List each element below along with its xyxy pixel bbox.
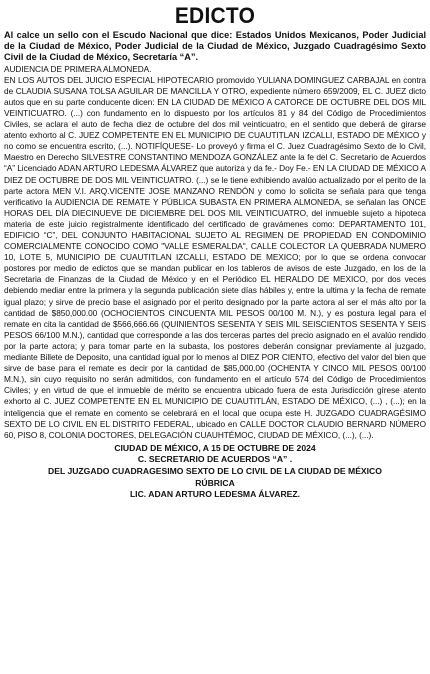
page-title: EDICTO [174, 3, 256, 28]
signature-rubric: RÚBRICA [195, 477, 235, 488]
signature-date: CIUDAD DE MÉXICO, A 15 DE OCTUBRE DE 2024 [114, 442, 316, 453]
signature-role: C. SECRETARIO DE ACUERDOS “A” . [137, 454, 293, 465]
signature-name: LIC. ADAN ARTURO LEDESMA ÁLVAREZ. [129, 489, 301, 500]
signature-court: DEL JUZGADO CUADRAGESIMO SEXTO DE LO CIVIL DE LA CIUDAD DE MÉXICO [48, 465, 382, 476]
audience-heading: AUDIENCIA DE PRIMERA ALMONEDA. [4, 63, 152, 74]
signature-block [4, 443, 426, 501]
edict-body-paragraph: EN LOS AUTOS DEL JUICIO ESPECIAL HIPOTECARIO promovido YULIANA DOMINGUEZ CARBAJAL en contra de CLAUDIA SUSANA TOLSA AGUILAR DE MANCILLA Y OTRO, expediente número 659/2009, EL C. JUEZ dicto autos que en su parte conducente dicen: EN LA CIUDAD DE MÉXICO A CATORCE DE OCTUBRE DEL DOS MIL VEINTICUATRO. (...) con fundamento en lo dispuesto por los artículos 81 y 84 del Código de Procedimientos Civiles, se aclara el auto de fecha diez de octubre del dos mil veinticuatro, en el sentido que deberá de girarse atento exhorto al C. JUEZ COMPETENTE EN EL MUNICIPIO DE CUAUTITLAN IZCALLI, ESTADO DE MÉXICO y no como se encuentra escrito, (...). NOTIFÍQUESE- Lo proveyó y firma el C. Juez Cuadragésimo Sexto de lo Civil, Maestro en Derecho SILVESTRE CONSTANTINO MENDOZA GONZÁLEZ ante la fe del C. Secretario de Acuerdos “A” Licenciado ADAN ARTURO LEDESMA ÁLVAREZ que autoriza y da fe.- Doy Fe.- EN LA CIUDAD DE MÉXICO A DIEZ DE OCTUBRE DE DOS MIL VEINTICUATRO. (...) se le tiene exhibiendo avalúo actualizado por el perito de la parte actora MEN V.I. ARQ.VICENTE JOSE MANZANO RENDÓN y como lo solicita se señala para que tenga verificativo la AUDIENCIA DE REMATE Y PÚBLICA SUBASTA EN PRIMERA ALMONEDA, se señalan las ONCE HORAS DEL DÍA DIECINUEVE DE DICIEMBRE DEL DOS MIL VEINTICUATRO, del inmueble sujeto a hipoteca materia de este juicio registralmente identificado del certificado de gravámenes como: DEPARTAMENTO 101, EDIFICIO “C”, DEL CONJUNTO HABITACIONAL SUJETO AL REGIMEN DE PROPIEDAD EN CONDOMINIO COMERCIALMENTE CONOCIDO COMO "VALLE ESMERALDA", CALLE COLECTOR LA QUEBRADA NUMERO 10, LOTE 5, MUNICIPIO DE CUAUTITLAN IZCALLI, ESTADO DE MEXICO; por lo que se ordena convocar postores por medio de edictos que se mandan publicar en los tableros de avisos de este Juzgado, en los de la Secretaria de Finanzas de la Ciudad de México y en el Periódico EL HERALDO DE MEXICO, por dos veces debiendo mediar entre la primera y la segunda publicación siete días hábiles y, entre la ultima y la fecha de remate igual plazo; y sirve de precio base el asignado por el perito designado por la parte actora al ser el más alto por la cantidad de $850,000.00 (OCHOCIENTOS CINCUENTA MIL PESOS 00/100 M. N.), y es postura legal para el remate en cita la cantidad de $566,666.66 (QUINIENTOS SESENTA Y SEIS MIL SEISCIENTOS SESENTA Y SEIS PESOS 66/100 M.N.), cantidad que corresponde a las dos terceras partes del precio asignado en el avalúo rendido por la parte actora; y para tomar parte en la subasta, los postores deberán consignar previamente al juzgado, mediante Billete de Deposito, una cantidad igual por lo menos al DIEZ POR CIENTO, efectivo del valor del bien que sirve de base para el remate es decir por la cantidad de $85,000.00 (OCHENTA Y CINCO MIL PESOS 00/100 M.N.), sin cuyo requisito no serán admitidos, con fundamento en el artículo 574 del Código de Procedimientos Civiles; y en virtud de que el inmueble de mérito se encuentra ubicado fuera de esta Jurisdicción gírese atento exhorto al C. JUEZ COMPETENTE EN EL MUNICIPIO DE CUAUTITLÁN, ESTADO DE MÉXICO, (...) , (...); en la inteligencia que el remate en comento se celebrará en el local que ocupa este H. JUZGADO CUADRAGÉSIMO SEXTO DE LO CIVIL EN EL DISTRITO FEDERAL, ubicado en CALLE DOCTOR CLAUDIO BERNARD NÚMERO 60, PISO 8, COLONIA DOCTORES, DELEGACIÓN CUAUHTÉMOC, CIUDAD DE MÉXICO, (...), (...). [4, 74, 426, 440]
seal-description: Al calce un sello con el Escudo Nacional que dice: Estados Unidos Mexicanos, Poder Judicial de la Ciudad de México, Poder Judicial de la Ciudad de México, Juzgado Cuadragésimo Sexto Civil de la Ciudad de México, Secretaría “A”. [4, 30, 426, 63]
